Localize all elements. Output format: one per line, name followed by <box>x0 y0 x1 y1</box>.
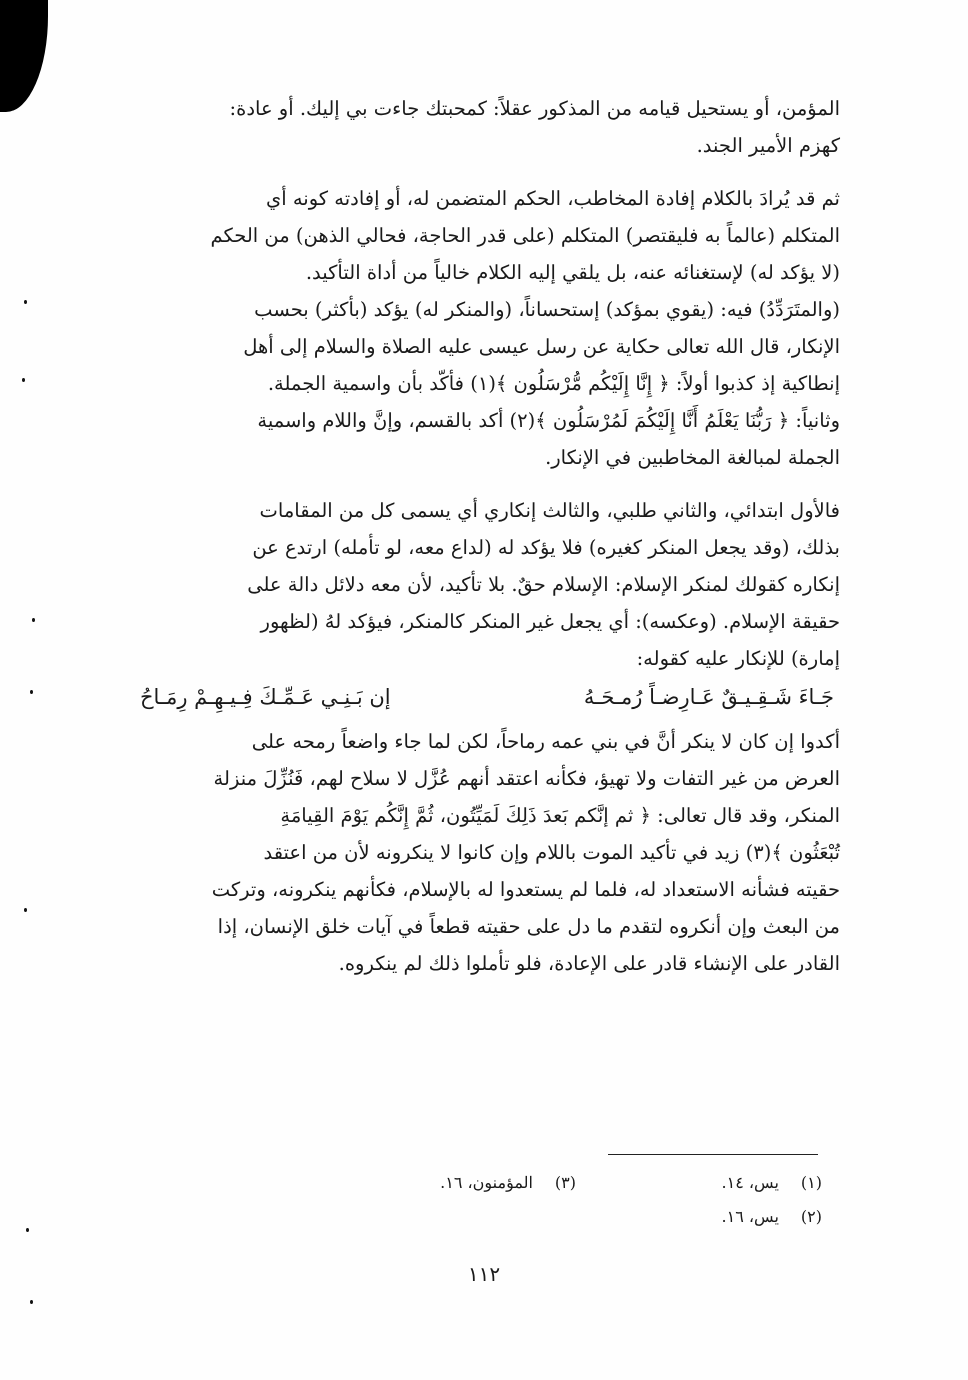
footnote-number: (١) <box>800 1173 822 1192</box>
verse-second-hemistich: إن بَـنِـي عَـمِّـكَ فِـيـهِـمْ رِمَـاحُ <box>140 685 391 709</box>
text-line: إنكاره كقولك لمنكر الإسلام: الإسلام حقٌ. بلا تأكيد، لأن معه دلائل دالة على <box>247 573 840 596</box>
scan-speck <box>32 618 35 622</box>
text-line: فالأول ابتدائي، والثاني طلبي، والثالث إنكاري أي يسمى كل من المقامات <box>259 499 840 522</box>
scan-speck <box>30 1300 33 1304</box>
body-text <box>130 90 840 982</box>
text-line: من البعث وإن أنكروه لتقدم ما دل على حقيته قطعاً في آيات خلق الإنسان، إذا <box>217 915 840 938</box>
footnote-separator <box>608 1154 818 1155</box>
footnote-text: المؤمنون، ١٦. <box>440 1173 533 1192</box>
footnote-row <box>330 1200 822 1234</box>
scan-ink-blot <box>0 0 48 112</box>
text-line: وثانياً: ﴿ رَبُّنَا يَعْلَمُ أَنَّا إِلَيْكُمَ لَمُرْسَلُون ﴾(٢) أكد بالقسم، وإنَّ واللام واسمية <box>257 409 840 432</box>
verse-first-hemistich: جَـاءَ شَـقِـيـقٌ عَـارِضـاً رُمـحَـهُ <box>583 685 834 709</box>
text-line: القادر على الإنشاء قادر على الإعادة، فلو تأملوا ذلك لم ينكروه. <box>338 952 840 975</box>
text-line: إنطاكية إذ كذبوا أولاً: ﴿ إِنَّا إِلَيْكُم مُّرْسَلُون ﴾(١) فأكّد بأن واسمية الجملة. <box>267 372 840 395</box>
footnotes <box>330 1166 822 1234</box>
poetry-verse <box>130 677 840 717</box>
text-line: أكدوا إن كان لا ينكر أنَّ في بني عمه رماحاً، لكن لما جاء واضعاً رمحه على <box>251 730 840 753</box>
paragraph-2 <box>130 180 840 476</box>
paragraph-1 <box>130 90 840 164</box>
text-line: الإنكار، قال الله تعالى حكاية عن رسل عيسى عليه الصلاة والسلام إلى أهل <box>243 335 840 358</box>
text-line: (لا يؤكد له) لإستغنائه عنه، بل يلقي إليه الكلام خالياً من أداة التأكيد. <box>305 261 840 284</box>
scan-speck <box>30 690 33 694</box>
text-line: المنكر، وقد قال تعالى: ﴿ ثم إنَّكم بَعدَ ذَلِكَ لَمَيِّتُون، ثُمَّ إِنَّكُم يَوْمَ القِيامَةِ <box>280 804 840 827</box>
scan-speck <box>22 378 25 382</box>
text-line: كهزم الأمير الجند. <box>696 134 840 157</box>
footnote-number: (٣) <box>554 1173 576 1192</box>
footnote-row <box>330 1166 822 1200</box>
footnote-2 <box>560 1200 822 1234</box>
footnote-text: يس، ١٤. <box>721 1173 779 1192</box>
footnote-text: يس، ١٦. <box>721 1207 779 1226</box>
text-line: (والمتَرَدِّدُ) فيه: (يقوي بمؤكد) إستحساناً، (والمنكر له) يؤكد (بأكثر) بحسب <box>254 298 840 321</box>
scan-speck <box>26 1228 29 1232</box>
page-number: ١١٢ <box>467 1262 501 1286</box>
text-line: الجملة لمبالغة المخاطبين في الإنكار. <box>545 446 840 469</box>
text-line: حقيته فشأنه الاستعداد له، فلما لم يستعدوا له بالإسلام، فكأنهم ينكرونه، وتركت <box>211 878 840 901</box>
text-line: ثم قد يُرادَ بالكلام إفادة المخاطب، الحكم المتضمن له، أو إفادته كونه أي <box>265 187 840 210</box>
footnote-1 <box>576 1166 822 1200</box>
text-line: إمارة) للإنكار عليه كقوله: <box>636 647 840 670</box>
footnote-3 <box>330 1166 576 1200</box>
paragraph-4 <box>130 723 840 982</box>
text-line: بذلك، (وقد يجعل المنكر كغيره) فلا يؤكد له (لداع معه، لو تأمله) ارتدع عن <box>252 536 840 559</box>
text-line: المتكلم (عالماً به فليقتصر) المتكلم (على قدر الحاجة، فحالي الذهن) من الحكم <box>210 224 840 247</box>
text-line: تُبْعَثُون ﴾(٣) زيد في تأكيد الموت باللام وإن كانوا لا ينكرونه لأن من اعتقد <box>263 841 840 864</box>
text-line: العرض من غير التفات ولا تهيؤ، فكأنه اعتقد أنهم عُزَّل لا سلاح لهم، فَنُزِّلَ منزلة <box>213 767 840 790</box>
footnote-number: (٢) <box>800 1207 822 1226</box>
text-line: حقيقة الإسلام. (وعكسه): أي يجعل غير المنكر كالمنكر، فيؤكد لهُ (لظهور <box>260 610 840 633</box>
scan-speck <box>24 908 27 912</box>
text-line: المؤمن، أو يستحيل قيامه من المذكور عقلاً: كمحبتك جاءت بي إليك. أو عادة: <box>229 97 840 120</box>
scan-speck <box>24 300 27 304</box>
paragraph-3 <box>130 492 840 677</box>
